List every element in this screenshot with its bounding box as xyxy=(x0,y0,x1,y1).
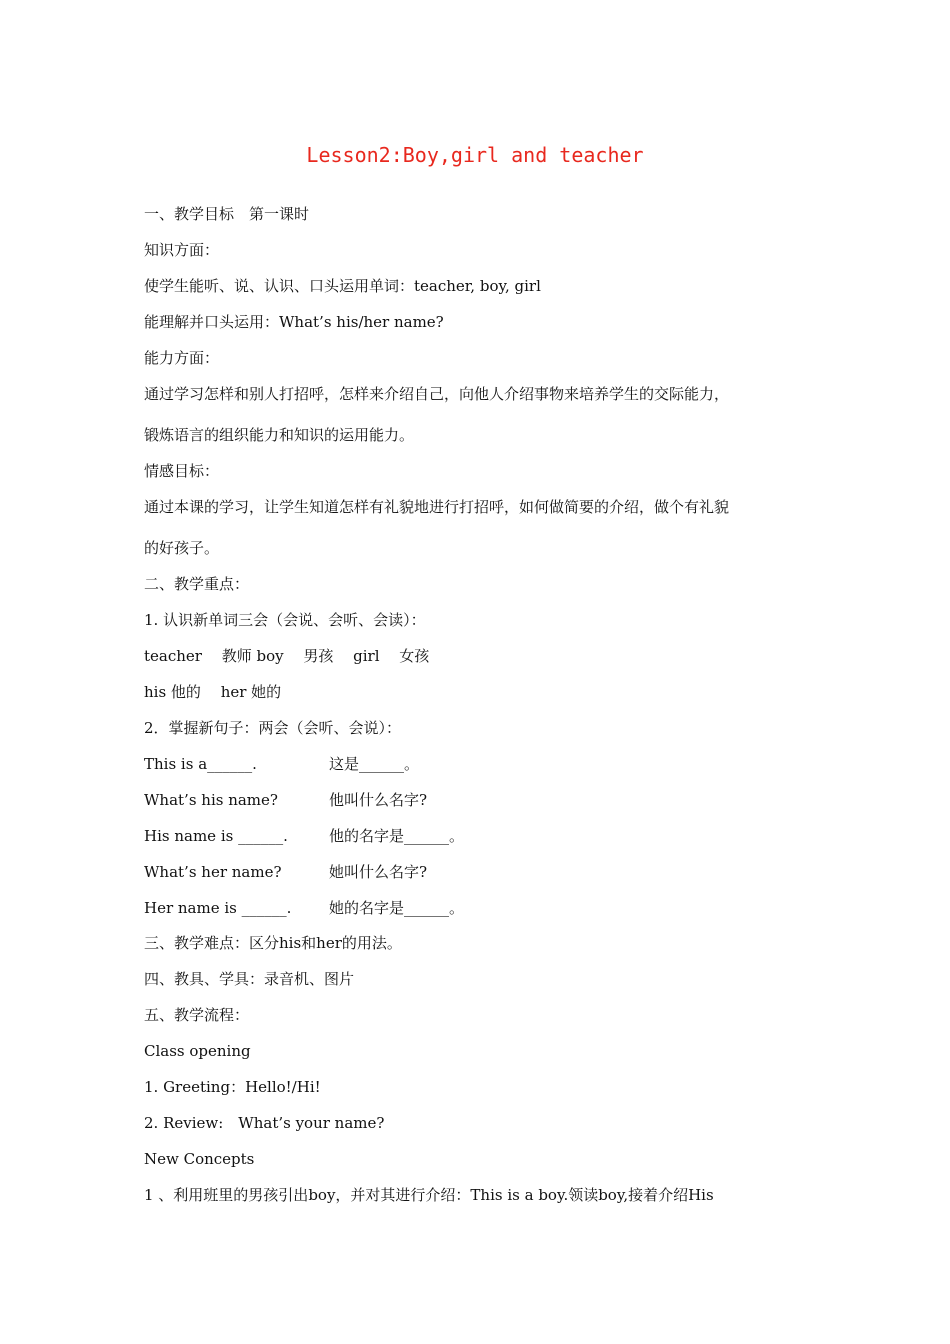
sentence-en: This is a______. xyxy=(144,755,257,773)
step-review: 2. Review: What’s your name? xyxy=(144,1114,385,1132)
knowledge-words: 使学生能听、说、认识、口头运用单词：teacher, boy, girl xyxy=(144,277,541,295)
emotion-text-2: 的好孩子。 xyxy=(144,539,220,557)
key-point-2: 2．掌握新句子：两会（会听、会说）： xyxy=(144,719,402,737)
ability-heading: 能力方面： xyxy=(144,349,220,367)
section-objectives-heading: 一、教学目标 第一课时 xyxy=(144,205,310,223)
sentence-zh: 她叫什么名字? xyxy=(329,863,428,881)
section-difficulty: 三、教学难点：区分his和her的用法。 xyxy=(144,934,402,952)
new-concepts: New Concepts xyxy=(144,1150,255,1168)
emotion-heading: 情感目标： xyxy=(144,462,220,480)
knowledge-heading: 知识方面： xyxy=(144,241,220,259)
sentence-zh: 她的名字是______。 xyxy=(329,899,465,917)
vocabulary-line-2: his 他的 her 她的 xyxy=(144,683,282,701)
vocabulary-line-1: teacher 教师 boy 男孩 girl 女孩 xyxy=(144,647,430,665)
class-opening: Class opening xyxy=(144,1042,251,1060)
knowledge-sentence: 能理解并口头运用：What’s his/her name? xyxy=(144,313,444,331)
section-key-points-heading: 二、教学重点： xyxy=(144,575,250,593)
sentence-en: Her name is ______. xyxy=(144,899,292,917)
ability-text-1: 通过学习怎样和别人打招呼，怎样来介绍自己，向他人介绍事物来培养学生的交际能力， xyxy=(144,385,730,403)
section-materials: 四、教具、学具：录音机、图片 xyxy=(144,970,355,988)
new-concepts-step-1: 1 、利用班里的男孩引出boy，并对其进行介绍：This is a boy.领读boy,接着介绍His xyxy=(144,1186,714,1204)
emotion-text-1: 通过本课的学习，让学生知道怎样有礼貌地进行打招呼，如何做简要的介绍，做个有礼貌 xyxy=(144,498,730,516)
sentence-zh: 他叫什么名字? xyxy=(329,791,428,809)
section-procedure-heading: 五、教学流程： xyxy=(144,1006,250,1024)
sentence-en: What’s his name? xyxy=(144,791,278,809)
ability-text-2: 锻炼语言的组织能力和知识的运用能力。 xyxy=(144,426,415,444)
key-point-1: 1. 认识新单词三会（会说、会听、会读）： xyxy=(144,611,426,629)
sentence-en: What’s her name? xyxy=(144,863,282,881)
sentence-zh: 他的名字是______。 xyxy=(329,827,465,845)
sentence-zh: 这是______。 xyxy=(329,755,420,773)
step-greeting: 1. Greeting：Hello!/Hi! xyxy=(144,1078,321,1096)
lesson-title: Lesson2:Boy,girl and teacher xyxy=(306,143,644,167)
sentence-en: His name is ______. xyxy=(144,827,288,845)
